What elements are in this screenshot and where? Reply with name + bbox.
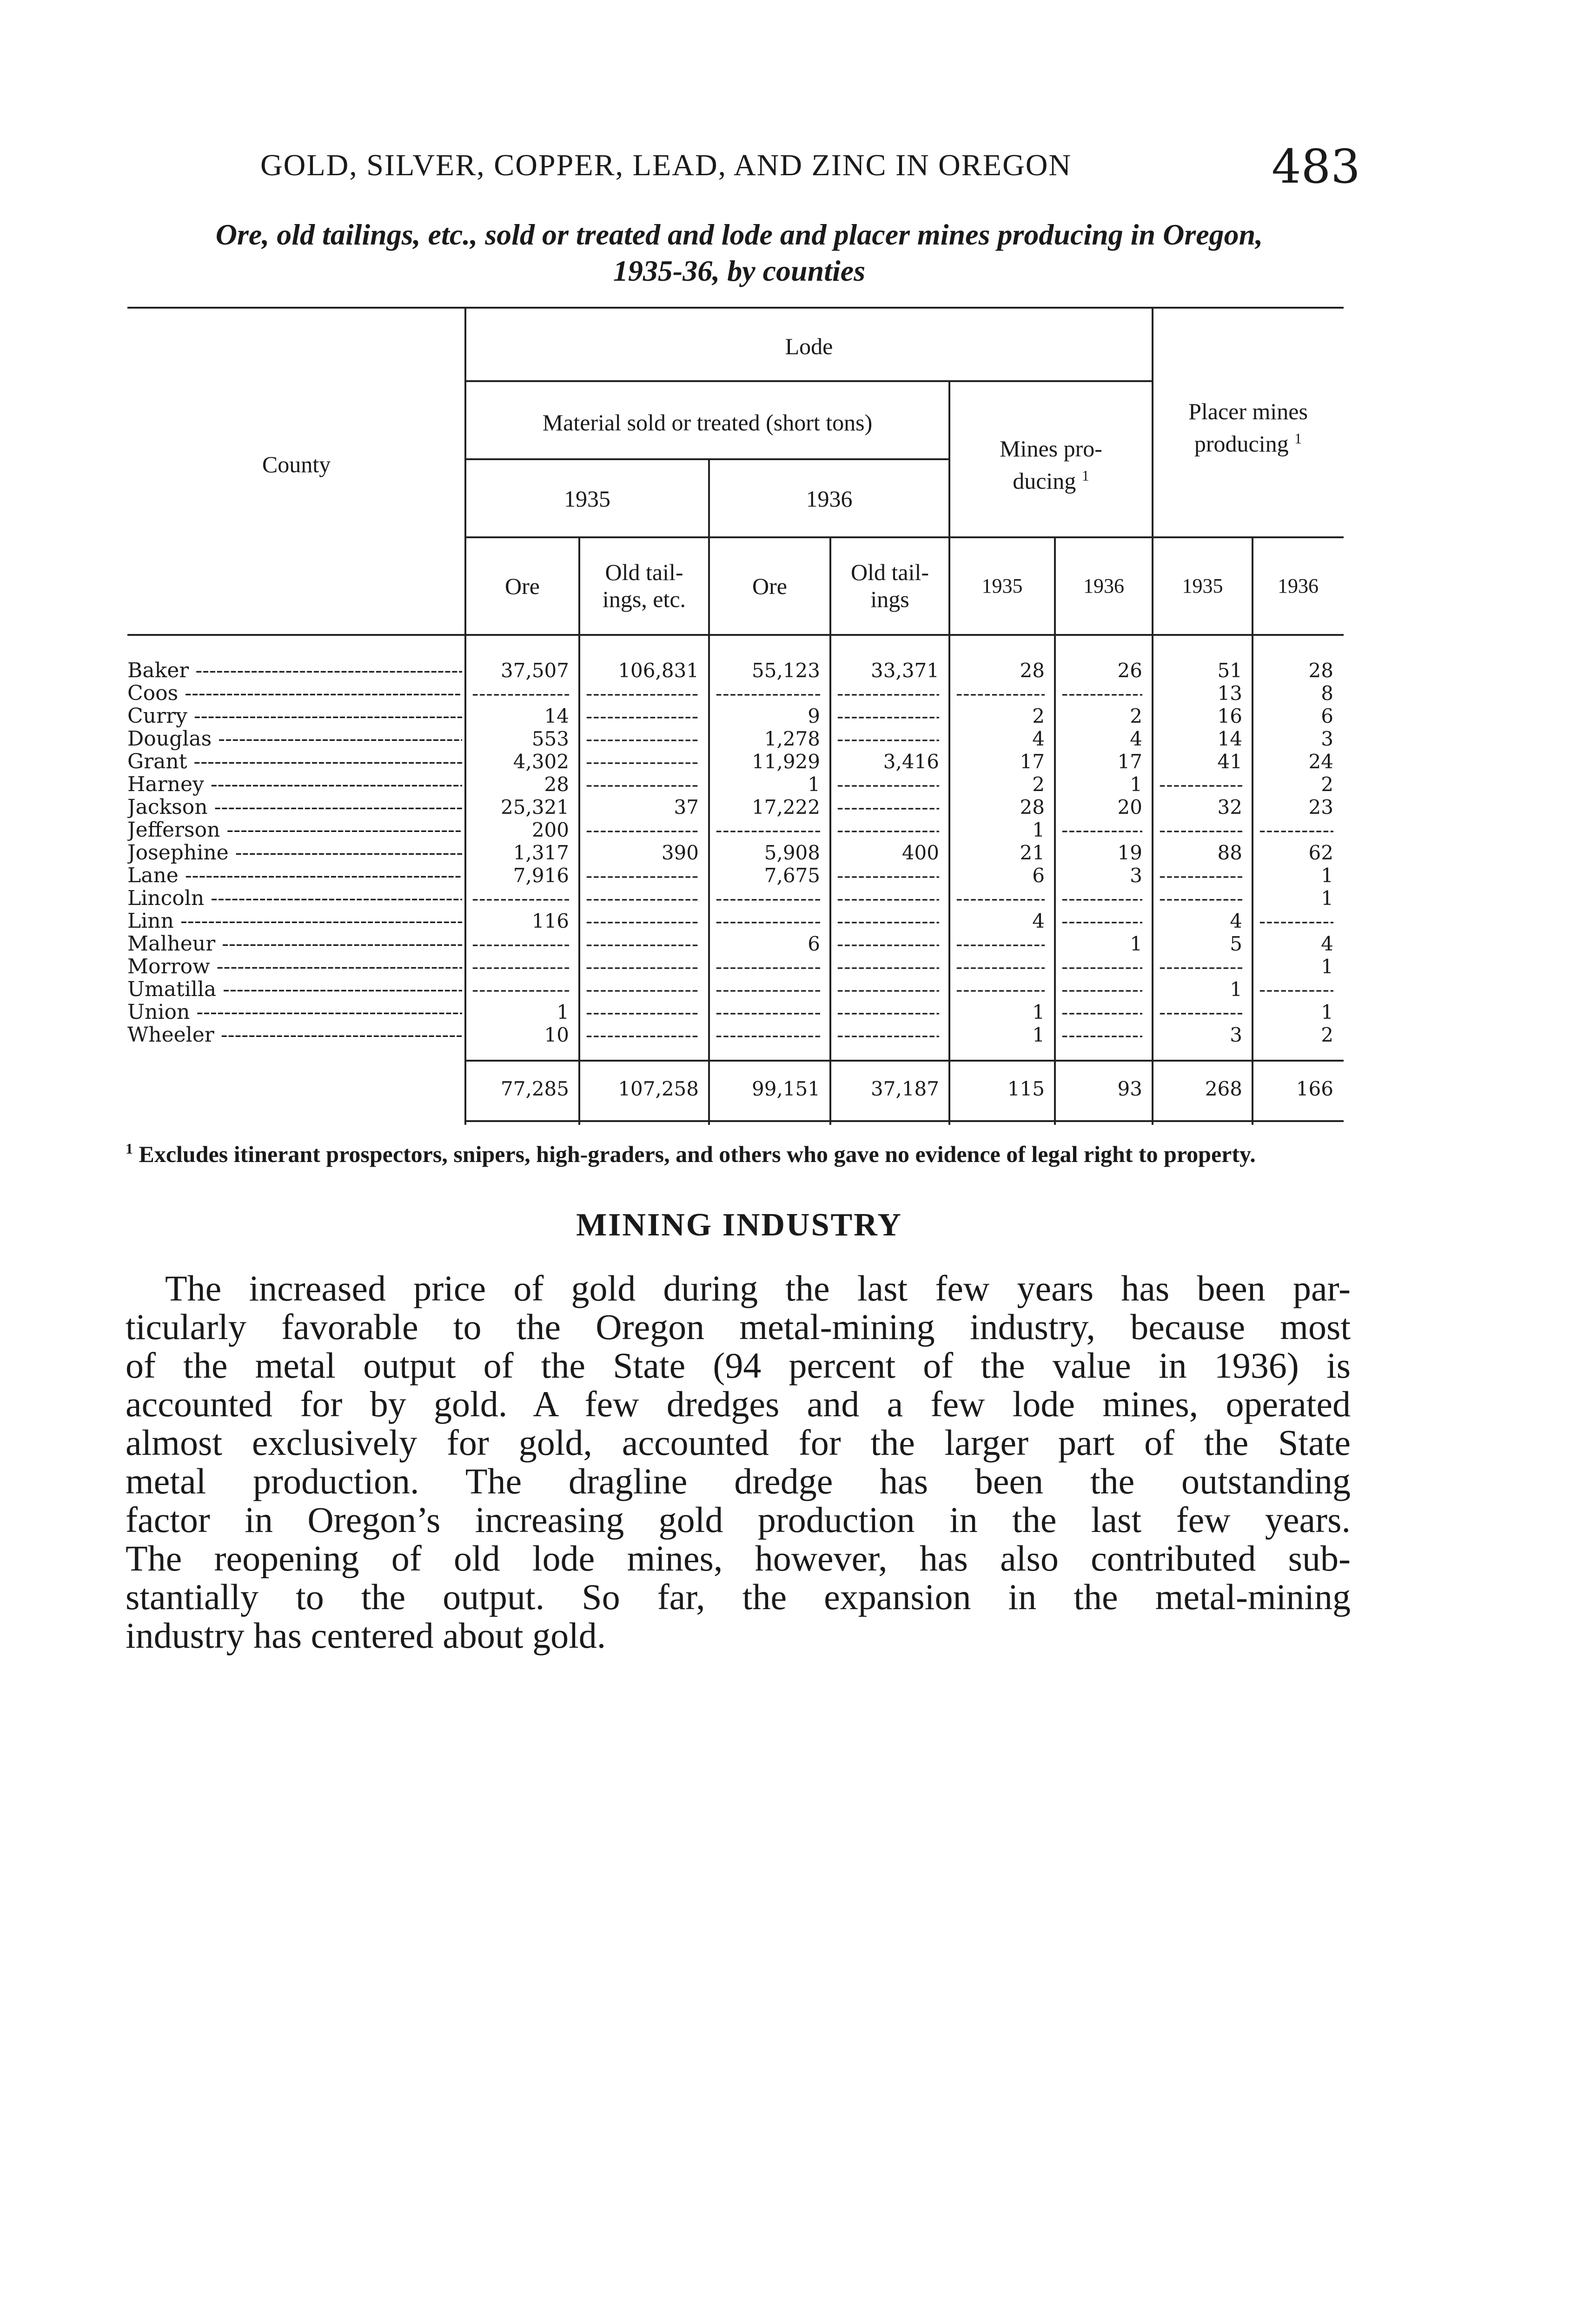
cell-mines-1936 [1061, 955, 1142, 978]
cell-placer-1935 [1159, 955, 1242, 978]
cell-old-tailings-1936 [837, 910, 939, 933]
header-old-tailings-1935 [579, 559, 709, 613]
cell-old-tailings-1935 [586, 910, 699, 933]
cell-ore-1935 [472, 887, 569, 910]
cell-old-tailings-1935: 106,831 [618, 659, 699, 682]
cell-mines-1935: 1 [1032, 819, 1045, 841]
county-name: Malheur ----- [127, 932, 462, 956]
cell-placer-1935: 16 [1217, 705, 1242, 727]
cell-old-tailings-1936 [837, 1023, 939, 1047]
cell-old-tailings-1936 [837, 864, 939, 887]
header-mines-producing [949, 435, 1153, 495]
cell-placer-1935: 13 [1217, 682, 1242, 705]
cell-mines-1935: 2 [1032, 705, 1045, 727]
cell-placer-1935: 14 [1217, 727, 1242, 750]
cell-ore-1935 [472, 682, 569, 705]
header-ore-1935: Ore [505, 573, 540, 599]
cell-placer-1936 [1259, 819, 1333, 842]
caption-line-1: Ore, old tailings, etc., sold or treated and lode and placer mines producing in Oregon, [215, 218, 1263, 251]
header-material: Material sold or treated (short tons) [542, 409, 873, 436]
cell-ore-1936 [716, 955, 820, 978]
header-old-tailings-1936 [830, 559, 949, 613]
county-name: Harney ----- [127, 773, 462, 796]
header-mines-1935: 1935 [981, 574, 1023, 597]
cell-old-tailings-1935 [586, 727, 699, 751]
cell-old-tailings-1935 [586, 1023, 699, 1047]
county-name: Curry ----- [127, 705, 462, 728]
running-head: GOLD, SILVER, COPPER, LEAD, AND ZINC IN OREGON [260, 148, 1072, 182]
total-mines-1935: 115 [1007, 1077, 1045, 1100]
total-ore-1935: 77,285 [501, 1077, 569, 1100]
cell-mines-1935 [956, 978, 1045, 1001]
cell-ore-1935: 25,321 [501, 796, 569, 819]
cell-ore-1936: 7,675 [764, 864, 820, 887]
paragraph-line: The reopening of old lode mines, however, has also contributed sub- [126, 1538, 1351, 1578]
cell-old-tailings-1936 [837, 1001, 939, 1024]
cell-mines-1936: 19 [1117, 841, 1142, 864]
cell-placer-1935 [1159, 1001, 1242, 1024]
footnote-ref: 1 [1294, 430, 1302, 447]
cell-ore-1935 [472, 955, 569, 978]
cell-mines-1936 [1061, 682, 1142, 705]
cell-ore-1936: 5,908 [764, 841, 820, 864]
cell-old-tailings-1936 [837, 773, 939, 796]
cell-placer-1936: 1 [1321, 887, 1333, 910]
cell-old-tailings-1936 [837, 819, 939, 842]
cell-ore-1935: 116 [531, 910, 569, 932]
footnote-text: Excludes itinerant prospectors, snipers, high-graders, and others who gave no evidence of legal right to property. [139, 1141, 1256, 1167]
cell-old-tailings-1935 [586, 887, 699, 910]
paragraph-line: ticularly favorable to the Oregon metal-mining industry, because most [126, 1307, 1351, 1347]
cell-ore-1936: 17,222 [752, 796, 820, 819]
paragraph-line: almost exclusively for gold, accounted for the larger part of the State [126, 1422, 1351, 1463]
cell-ore-1935: 37,507 [501, 659, 569, 682]
cell-ore-1936: 9 [808, 705, 820, 727]
cell-ore-1936: 6 [808, 932, 820, 955]
cell-ore-1935: 553 [531, 727, 569, 750]
cell-mines-1935: 28 [1020, 796, 1045, 819]
cell-ore-1935: 200 [531, 819, 569, 841]
cell-mines-1935: 28 [1020, 659, 1045, 682]
caption-line-2: 1935-36, by counties [613, 254, 866, 287]
page-number: 483 [1272, 139, 1360, 194]
cell-old-tailings-1936 [837, 978, 939, 1001]
cell-ore-1936 [716, 910, 820, 933]
header-placer-line2 [1153, 425, 1344, 457]
cell-mines-1936: 1 [1130, 773, 1142, 796]
cell-ore-1935: 28 [544, 773, 569, 796]
cell-ore-1936 [716, 1023, 820, 1047]
cell-old-tailings-1936: 33,371 [871, 659, 939, 682]
cell-old-tailings-1936: 3,416 [883, 750, 939, 773]
cell-mines-1936: 2 [1130, 705, 1142, 727]
header-old-tailings-1935-line2: ings, etc. [602, 586, 686, 612]
county-name: Josephine ----- [127, 841, 462, 865]
production-table [127, 307, 1344, 1125]
cell-mines-1936: 26 [1117, 659, 1142, 682]
paragraph-line: metal production. The dragline dredge has been the outstanding [126, 1461, 1351, 1501]
total-mines-1936: 93 [1117, 1077, 1142, 1100]
cell-placer-1935: 32 [1217, 796, 1242, 819]
cell-old-tailings-1935: 37 [674, 796, 699, 819]
header-mines-producing-line1: Mines pro- [1000, 436, 1102, 462]
cell-mines-1936 [1061, 887, 1142, 910]
header-material-1935: 1935 [564, 486, 610, 512]
cell-ore-1936 [716, 682, 820, 705]
cell-mines-1935: 2 [1032, 773, 1045, 796]
cell-placer-1935 [1159, 887, 1242, 910]
cell-mines-1935: 1 [1032, 1001, 1045, 1023]
cell-placer-1935: 88 [1217, 841, 1242, 864]
cell-old-tailings-1935 [586, 705, 699, 728]
cell-placer-1936: 8 [1321, 682, 1333, 705]
cell-ore-1935 [472, 932, 569, 956]
cell-placer-1936: 28 [1308, 659, 1333, 682]
cell-mines-1936 [1061, 978, 1142, 1001]
body-paragraph [126, 1269, 1351, 1655]
cell-ore-1936: 55,123 [752, 659, 820, 682]
cell-placer-1936 [1259, 910, 1333, 933]
header-placer-text: producing [1194, 430, 1289, 457]
cell-mines-1936 [1061, 910, 1142, 933]
cell-ore-1936: 11,929 [752, 750, 820, 773]
header-placer [1153, 398, 1344, 457]
cell-old-tailings-1935 [586, 819, 699, 842]
cell-mines-1936: 20 [1117, 796, 1142, 819]
county-name: Jackson ----- [127, 796, 462, 819]
cell-placer-1936: 4 [1321, 932, 1333, 955]
cell-mines-1935: 4 [1032, 910, 1045, 932]
cell-placer-1936: 1 [1321, 1001, 1333, 1023]
cell-mines-1935 [956, 932, 1045, 956]
paragraph-line: factor in Oregon’s increasing gold production in the last few years. [126, 1499, 1351, 1540]
cell-placer-1936: 1 [1321, 864, 1333, 887]
cell-mines-1936 [1061, 819, 1142, 842]
cell-ore-1936 [716, 1001, 820, 1024]
total-ore-1936: 99,151 [752, 1077, 820, 1100]
cell-ore-1935: 10 [544, 1023, 569, 1046]
paragraph-line: accounted for by gold. A few dredges and a few lode mines, operated [126, 1384, 1351, 1424]
cell-placer-1936: 24 [1308, 750, 1333, 773]
cell-old-tailings-1935 [586, 955, 699, 978]
total-placer-1935: 268 [1205, 1077, 1242, 1100]
cell-placer-1935: 3 [1230, 1023, 1242, 1046]
cell-mines-1936: 4 [1130, 727, 1142, 750]
cell-ore-1936 [716, 978, 820, 1001]
cell-old-tailings-1936 [837, 682, 939, 705]
header-old-tailings-1936-line2: ings [870, 586, 909, 612]
cell-mines-1935 [956, 682, 1045, 705]
county-name: Jefferson ----- [127, 819, 462, 842]
cell-placer-1936: 23 [1308, 796, 1333, 819]
header-county: County [262, 451, 331, 477]
header-placer-1936: 1936 [1278, 574, 1319, 597]
cell-old-tailings-1936 [837, 705, 939, 728]
cell-placer-1936: 6 [1321, 705, 1333, 727]
cell-mines-1936: 1 [1130, 932, 1142, 955]
cell-mines-1935: 1 [1032, 1023, 1045, 1046]
cell-placer-1935 [1159, 864, 1242, 887]
cell-old-tailings-1935: 390 [661, 841, 699, 864]
county-name: Coos ----- [127, 682, 462, 705]
footnote-ref: 1 [1081, 467, 1089, 484]
county-name: Lane ----- [127, 864, 462, 887]
cell-mines-1935 [956, 955, 1045, 978]
county-name: Union ----- [127, 1001, 462, 1024]
cell-old-tailings-1935 [586, 1001, 699, 1024]
cell-mines-1935: 6 [1032, 864, 1045, 887]
cell-placer-1935 [1159, 819, 1242, 842]
cell-mines-1936: 17 [1117, 750, 1142, 773]
header-ore-1936: Ore [752, 573, 787, 599]
cell-old-tailings-1936 [837, 727, 939, 751]
cell-ore-1935 [472, 978, 569, 1001]
paragraph-line: The increased price of gold during the last few years has been par- [165, 1268, 1351, 1308]
total-old-tailings-1936: 37,187 [871, 1077, 939, 1100]
cell-old-tailings-1936 [837, 796, 939, 819]
cell-ore-1935: 14 [544, 705, 569, 727]
cell-placer-1936 [1259, 978, 1333, 1001]
county-name: Baker ----- [127, 659, 462, 682]
county-name: Linn ----- [127, 910, 462, 933]
cell-old-tailings-1935 [586, 750, 699, 773]
cell-old-tailings-1935 [586, 932, 699, 956]
county-name: Lincoln ----- [127, 887, 462, 910]
county-name: Wheeler ----- [127, 1023, 462, 1047]
cell-old-tailings-1935 [586, 773, 699, 796]
cell-ore-1935: 1,317 [513, 841, 569, 864]
cell-old-tailings-1935 [586, 682, 699, 705]
cell-ore-1935: 1 [557, 1001, 569, 1023]
cell-mines-1935: 17 [1020, 750, 1045, 773]
cell-placer-1936: 1 [1321, 955, 1333, 978]
footnote-mark: 1 [126, 1140, 133, 1157]
cell-ore-1936 [716, 887, 820, 910]
cell-mines-1936: 3 [1130, 864, 1142, 887]
cell-placer-1936: 62 [1308, 841, 1333, 864]
cell-placer-1936: 2 [1321, 1023, 1333, 1046]
county-name: Douglas ----- [127, 727, 462, 751]
header-mines-1936: 1936 [1083, 574, 1124, 597]
total-old-tailings-1935: 107,258 [618, 1077, 699, 1100]
total-placer-1936: 166 [1296, 1077, 1333, 1100]
cell-placer-1935: 51 [1217, 659, 1242, 682]
cell-old-tailings-1935 [586, 864, 699, 887]
cell-placer-1935: 1 [1230, 978, 1242, 1001]
cell-placer-1935: 4 [1230, 910, 1242, 932]
cell-ore-1936: 1,278 [764, 727, 820, 750]
county-name: Umatilla ----- [127, 978, 462, 1001]
paragraph-line: of the metal output of the State (94 percent of the value in 1936) is [126, 1345, 1351, 1386]
cell-ore-1935: 4,302 [513, 750, 569, 773]
header-material-1936: 1936 [806, 486, 853, 512]
cell-mines-1936 [1061, 1001, 1142, 1024]
cell-ore-1935: 7,916 [513, 864, 569, 887]
header-old-tailings-1936-line1: Old tail- [850, 559, 929, 585]
paragraph-line: industry has centered about gold. [126, 1615, 606, 1656]
county-name: Grant ----- [127, 750, 462, 773]
header-mines-producing-line2 [949, 462, 1153, 495]
section-title: MINING INDUSTRY [576, 1207, 902, 1243]
footnote [126, 1134, 1353, 1169]
cell-mines-1936 [1061, 1023, 1142, 1047]
cell-old-tailings-1936 [837, 932, 939, 956]
cell-mines-1935: 4 [1032, 727, 1045, 750]
cell-placer-1936: 3 [1321, 727, 1333, 750]
county-name: Morrow ----- [127, 955, 462, 978]
cell-placer-1935: 5 [1230, 932, 1242, 955]
header-old-tailings-1935-line1: Old tail- [605, 559, 683, 585]
cell-placer-1935: 41 [1217, 750, 1242, 773]
cell-placer-1936: 2 [1321, 773, 1333, 796]
cell-ore-1936: 1 [808, 773, 820, 796]
cell-mines-1935 [956, 887, 1045, 910]
cell-old-tailings-1936: 400 [901, 841, 939, 864]
header-mines-producing-text: ducing [1013, 468, 1076, 494]
cell-ore-1936 [716, 819, 820, 842]
cell-mines-1935: 21 [1020, 841, 1045, 864]
cell-old-tailings-1936 [837, 955, 939, 978]
table-caption [126, 217, 1353, 289]
header-placer-1935: 1935 [1182, 574, 1223, 597]
header-lode: Lode [785, 333, 833, 359]
cell-old-tailings-1935 [586, 978, 699, 1001]
cell-placer-1935 [1159, 773, 1242, 796]
paragraph-line: stantially to the output. So far, the expansion in the metal-mining [126, 1577, 1351, 1617]
header-placer-line1: Placer mines [1188, 398, 1308, 424]
cell-old-tailings-1936 [837, 887, 939, 910]
